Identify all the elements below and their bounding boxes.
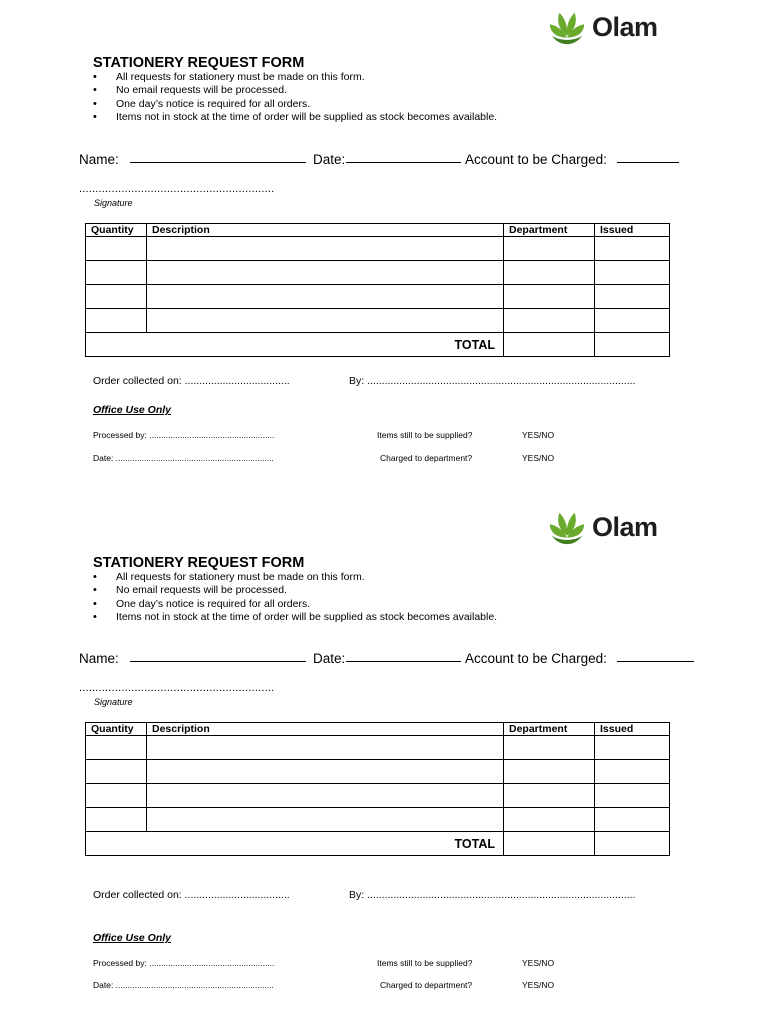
office-use-heading: Office Use Only (93, 932, 172, 944)
table-row (86, 760, 670, 784)
date-field[interactable] (346, 661, 461, 662)
total-label: TOTAL (86, 333, 504, 357)
yes-no-option[interactable]: YES/NO (522, 980, 555, 990)
account-label: Account to be Charged: (465, 651, 607, 666)
order-collected-field[interactable]: Order collected on: .................................... (93, 375, 290, 387)
table-row (86, 309, 670, 333)
header-issued: Issued (595, 224, 670, 237)
name-label: Name: (79, 651, 119, 666)
issued-cell[interactable] (595, 736, 670, 760)
form-title: STATIONERY REQUEST FORM (93, 555, 305, 571)
charged-to-label: Charged to department? (380, 980, 473, 990)
description-cell[interactable] (147, 784, 504, 808)
department-cell[interactable] (504, 736, 595, 760)
brand-name: Olam (592, 12, 658, 42)
collected-by-field[interactable]: By: ............................................................................................ (349, 375, 636, 387)
rule-item: • All requests for stationery must be made on this form. (93, 71, 497, 84)
total-issued-cell[interactable] (595, 832, 670, 856)
rule-item: • One day’s notice is required for all orders. (93, 598, 497, 611)
department-cell[interactable] (504, 760, 595, 784)
header-quantity: Quantity (86, 224, 147, 237)
account-label: Account to be Charged: (465, 152, 607, 167)
description-cell[interactable] (147, 309, 504, 333)
table-row (86, 808, 670, 832)
description-cell[interactable] (147, 261, 504, 285)
brand-name: Olam (592, 512, 658, 542)
header-department: Department (504, 224, 595, 237)
department-cell[interactable] (504, 309, 595, 333)
issued-cell[interactable] (595, 261, 670, 285)
description-cell[interactable] (147, 736, 504, 760)
request-fields (79, 651, 719, 669)
charged-to-label: Charged to department? (380, 453, 473, 463)
header-description: Description (147, 723, 504, 736)
office-date-field[interactable]: Date: ................................................................... (93, 980, 274, 990)
date-field[interactable] (346, 162, 461, 163)
yes-no-option[interactable]: YES/NO (522, 453, 555, 463)
signature-label: Signature (94, 697, 133, 707)
rule-item: • Items not in stock at the time of order will be supplied as stock becomes available. (93, 611, 497, 624)
collected-by-field[interactable]: By: ............................................................................................ (349, 889, 636, 901)
header-issued: Issued (595, 723, 670, 736)
department-cell[interactable] (504, 237, 595, 261)
department-cell[interactable] (504, 784, 595, 808)
quantity-cell[interactable] (86, 237, 147, 261)
quantity-cell[interactable] (86, 760, 147, 784)
issued-cell[interactable] (595, 760, 670, 784)
table-row (86, 736, 670, 760)
name-label: Name: (79, 152, 119, 167)
order-collected-field[interactable]: Order collected on: .................................... (93, 889, 290, 901)
name-field[interactable] (130, 162, 306, 163)
name-field[interactable] (130, 661, 306, 662)
issued-cell[interactable] (595, 808, 670, 832)
description-cell[interactable] (147, 237, 504, 261)
signature-field[interactable]: ............................................................ (79, 183, 275, 195)
office-use-heading: Office Use Only (93, 404, 172, 416)
items-still-label: Items still to be supplied? (377, 430, 473, 440)
rule-item: • No email requests will be processed. (93, 584, 497, 597)
form-title: STATIONERY REQUEST FORM (93, 55, 305, 71)
account-field[interactable] (617, 661, 694, 662)
rule-item: • No email requests will be processed. (93, 84, 497, 97)
rules-list (93, 71, 497, 124)
total-department-cell[interactable] (504, 333, 595, 357)
olam-logo (548, 9, 678, 49)
table-row (86, 261, 670, 285)
quantity-cell[interactable] (86, 736, 147, 760)
total-department-cell[interactable] (504, 832, 595, 856)
issued-cell[interactable] (595, 784, 670, 808)
quantity-cell[interactable] (86, 285, 147, 309)
signature-field[interactable]: ............................................................ (79, 682, 275, 694)
description-cell[interactable] (147, 808, 504, 832)
table-header-row (86, 723, 670, 736)
table-row (86, 784, 670, 808)
olam-leaf-icon (548, 9, 586, 47)
table-row (86, 237, 670, 261)
rule-item: • Items not in stock at the time of order will be supplied as stock becomes available. (93, 111, 497, 124)
issued-cell[interactable] (595, 309, 670, 333)
department-cell[interactable] (504, 285, 595, 309)
table-row (86, 285, 670, 309)
quantity-cell[interactable] (86, 808, 147, 832)
rule-item: • All requests for stationery must be made on this form. (93, 571, 497, 584)
quantity-cell[interactable] (86, 309, 147, 333)
rules-list (93, 571, 497, 624)
processed-by-field[interactable]: Processed by: ..................................................... (93, 958, 275, 968)
items-table (85, 722, 670, 856)
yes-no-option[interactable]: YES/NO (522, 430, 555, 440)
date-label: Date: (313, 152, 346, 167)
account-field[interactable] (617, 162, 679, 163)
header-quantity: Quantity (86, 723, 147, 736)
department-cell[interactable] (504, 808, 595, 832)
quantity-cell[interactable] (86, 261, 147, 285)
signature-label: Signature (94, 198, 133, 208)
description-cell[interactable] (147, 760, 504, 784)
olam-logo (548, 509, 678, 549)
olam-leaf-icon (548, 509, 586, 547)
items-table (85, 223, 670, 357)
office-date-field[interactable]: Date: ................................................................... (93, 453, 274, 463)
items-still-label: Items still to be supplied? (377, 958, 473, 968)
total-row (86, 333, 670, 357)
issued-cell[interactable] (595, 237, 670, 261)
stationery-form-1 (0, 0, 768, 500)
rule-item: • One day’s notice is required for all orders. (93, 98, 497, 111)
processed-by-field[interactable]: Processed by: ..................................................... (93, 430, 275, 440)
quantity-cell[interactable] (86, 784, 147, 808)
description-cell[interactable] (147, 285, 504, 309)
header-description: Description (147, 224, 504, 237)
issued-cell[interactable] (595, 285, 670, 309)
header-department: Department (504, 723, 595, 736)
total-label: TOTAL (86, 832, 504, 856)
table-header-row (86, 224, 670, 237)
date-label: Date: (313, 651, 346, 666)
department-cell[interactable] (504, 261, 595, 285)
request-fields (79, 152, 719, 170)
total-row (86, 832, 670, 856)
total-issued-cell[interactable] (595, 333, 670, 357)
stationery-form-2 (0, 500, 768, 1000)
yes-no-option[interactable]: YES/NO (522, 958, 555, 968)
